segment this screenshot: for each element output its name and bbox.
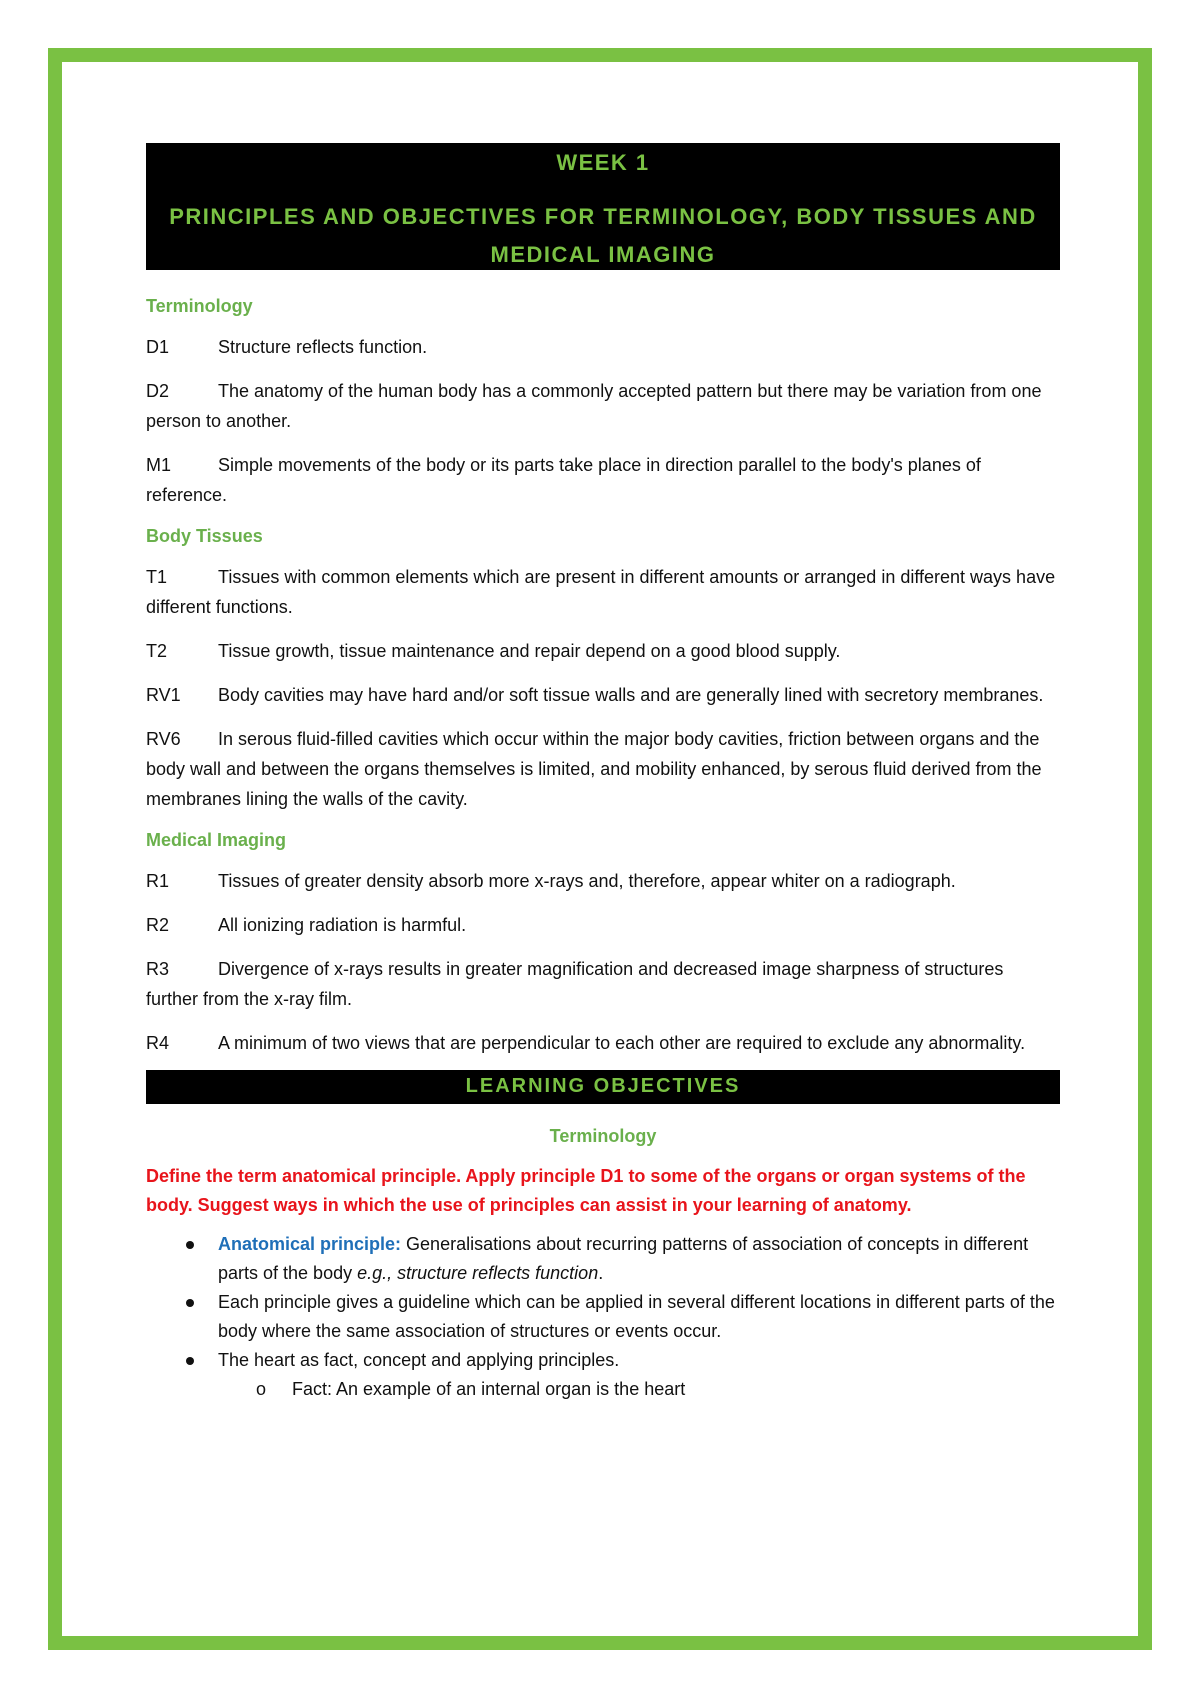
- principle-code: D1: [146, 337, 170, 357]
- principle-text: Tissues of greater density absorb more x-rays and, therefore, appear whiter on a radiograph.: [218, 871, 956, 891]
- principle-code: R1: [146, 871, 170, 891]
- document-content: [146, 143, 1060, 1404]
- list-item: [146, 1230, 1060, 1288]
- bullet-end: .: [598, 1263, 604, 1283]
- principle-m1: [146, 450, 1060, 510]
- principle-r2: [146, 910, 1060, 940]
- sub-item-text: Fact: An example of an internal organ is the heart: [292, 1379, 686, 1399]
- principle-d1: [146, 332, 1060, 362]
- principle-code: M1: [146, 455, 172, 475]
- principle-code: T1: [146, 567, 168, 587]
- principle-rv6: [146, 724, 1060, 814]
- principle-text: Structure reflects function.: [218, 337, 428, 357]
- principle-code: RV1: [146, 685, 181, 705]
- principle-text: Body cavities may have hard and/or soft tissue walls and are generally lined with secretory membranes.: [218, 685, 1044, 705]
- objectives-heading-terminology: Terminology: [549, 1126, 657, 1146]
- anatomical-principle-label: Anatomical principle:: [218, 1234, 402, 1254]
- principle-t1: [146, 562, 1060, 622]
- principle-r1: [146, 866, 1060, 896]
- bullet-text: Generalisations about recurring patterns of association of concepts in different parts of the body: [218, 1234, 1029, 1283]
- bullet-icon: [186, 1299, 194, 1307]
- learning-objectives-bar: LEARNING OBJECTIVES: [146, 1070, 1060, 1104]
- principle-text: Simple movements of the body or its parts take place in direction parallel to the body's planes of reference.: [146, 455, 981, 505]
- sub-bullet-icon: o: [256, 1379, 267, 1399]
- bullet-icon: [186, 1357, 194, 1365]
- principle-code: R2: [146, 915, 170, 935]
- bullet-icon: [186, 1241, 194, 1249]
- principle-r3: [146, 954, 1060, 1014]
- principle-text: Tissues with common elements which are present in different amounts or arranged in different ways have different functions.: [146, 567, 1056, 617]
- list-item: [146, 1346, 1060, 1375]
- principle-text: The anatomy of the human body has a commonly accepted pattern but there may be variation from one person to another.: [146, 381, 1042, 431]
- section-heading-terminology: Terminology: [146, 296, 253, 316]
- principle-d2: [146, 376, 1060, 436]
- sub-list-item: [146, 1375, 1060, 1404]
- principle-rv1: [146, 680, 1060, 710]
- principle-code: T2: [146, 641, 168, 661]
- bullet-text: The heart as fact, concept and applying principles.: [218, 1350, 620, 1370]
- principle-t2: [146, 636, 1060, 666]
- bullet-example: e.g., structure reflects function: [357, 1263, 599, 1283]
- principle-text: Divergence of x-rays results in greater magnification and decreased image sharpness of structures further from the x-ray film.: [146, 959, 1004, 1009]
- principle-text: All ionizing radiation is harmful.: [218, 915, 467, 935]
- section-heading-body-tissues: Body Tissues: [146, 526, 263, 546]
- list-item: [146, 1288, 1060, 1346]
- principle-code: RV6: [146, 729, 181, 749]
- objective-question: Define the term anatomical principle. Apply principle D1 to some of the organs or organ systems of the body. Suggest ways in which the use of principles can assist in your learning of anatomy.: [146, 1166, 1026, 1215]
- principle-text: In serous fluid-filled cavities which occur within the major body cavities, friction between organs and the body wall and between the organs themselves is limited, and mobility enhanced, by serous fluid derived from the membranes lining the walls of the cavity.: [146, 729, 1055, 809]
- principle-r4: [146, 1028, 1060, 1058]
- principle-code: R3: [146, 959, 170, 979]
- principle-text: Tissue growth, tissue maintenance and repair depend on a good blood supply.: [218, 641, 841, 661]
- principle-text: A minimum of two views that are perpendicular to each other are required to exclude any abnormality.: [218, 1033, 1026, 1053]
- principle-code: R4: [146, 1033, 170, 1053]
- page-title: PRINCIPLES AND OBJECTIVES FOR TERMINOLOGY, BODY TISSUES AND MEDICAL IMAGING: [169, 204, 1037, 267]
- week-title: WEEK 1: [556, 150, 650, 175]
- bullet-text: Each principle gives a guideline which can be applied in several different locations in different parts of the body where the same association of structures or events occur.: [218, 1292, 1055, 1341]
- section-heading-medical-imaging: Medical Imaging: [146, 830, 287, 850]
- week-header-box: [146, 143, 1060, 270]
- objective-bullet-list: [146, 1230, 1060, 1375]
- principle-code: D2: [146, 381, 170, 401]
